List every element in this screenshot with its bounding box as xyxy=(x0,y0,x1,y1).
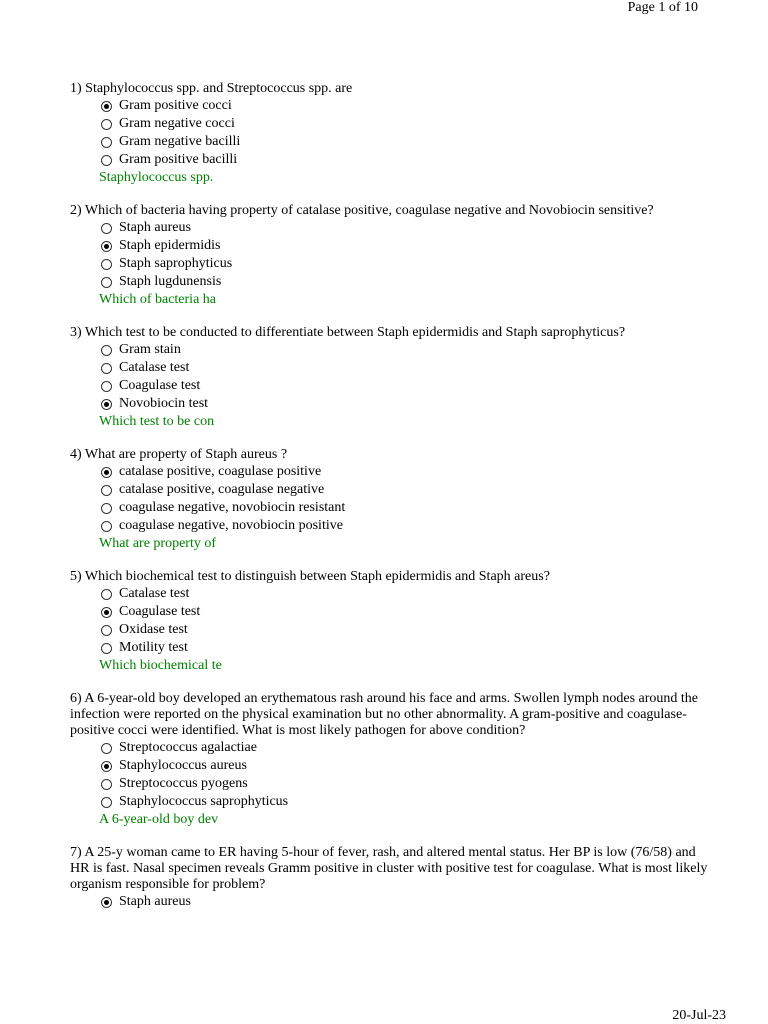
answer-feedback: Which of bacteria ha xyxy=(99,292,216,307)
answer-option[interactable] xyxy=(101,151,710,169)
question-text: 4) What are property of Staph aureus ? xyxy=(70,447,288,462)
radio-unselected-icon[interactable] xyxy=(101,119,112,130)
answer-options xyxy=(101,219,710,291)
question-block xyxy=(70,569,710,674)
answer-feedback: A 6-year-old boy dev xyxy=(99,812,219,827)
radio-unselected-icon[interactable] xyxy=(101,259,112,270)
answer-option-label: Staph aureus xyxy=(119,220,191,235)
answer-feedback: Which biochemical te xyxy=(99,658,222,673)
answer-option[interactable] xyxy=(101,395,710,413)
radio-selected-icon[interactable] xyxy=(101,241,112,252)
answer-option-label: Gram positive cocci xyxy=(119,98,232,113)
answer-option[interactable] xyxy=(101,517,710,535)
answer-option-label: Catalase test xyxy=(119,360,190,375)
answer-options xyxy=(101,463,710,535)
question-block xyxy=(70,845,710,911)
answer-option[interactable] xyxy=(101,359,710,377)
answer-feedback: Which test to be con xyxy=(99,414,215,429)
radio-unselected-icon[interactable] xyxy=(101,363,112,374)
answer-option[interactable] xyxy=(101,585,710,603)
answer-options xyxy=(101,585,710,657)
answer-option-label: Staph saprophyticus xyxy=(119,256,233,271)
answer-option[interactable] xyxy=(101,341,710,359)
answer-option[interactable] xyxy=(101,603,710,621)
answer-option-label: Staphylococcus aureus xyxy=(119,758,247,773)
answer-option[interactable] xyxy=(101,739,710,757)
radio-selected-icon[interactable] xyxy=(101,399,112,410)
footer-date: 20-Jul-23 xyxy=(672,1008,726,1023)
radio-selected-icon[interactable] xyxy=(101,467,112,478)
question-block xyxy=(70,81,710,186)
answer-option[interactable] xyxy=(101,481,710,499)
radio-selected-icon[interactable] xyxy=(101,607,112,618)
answer-option-label: Staph lugdunensis xyxy=(119,274,222,289)
answer-option-label: Novobiocin test xyxy=(119,396,209,411)
question-text: 1) Staphylococcus spp. and Streptococcus spp. are xyxy=(70,81,353,96)
answer-option[interactable] xyxy=(101,97,710,115)
question-text: 2) Which of bacteria having property of catalase positive, coagulase negative and Novobiocin sensitive? xyxy=(70,203,654,218)
radio-unselected-icon[interactable] xyxy=(101,503,112,514)
answer-option[interactable] xyxy=(101,775,710,793)
answer-option-label: Motility test xyxy=(119,640,188,655)
radio-unselected-icon[interactable] xyxy=(101,223,112,234)
answer-options xyxy=(101,739,710,811)
answer-option-label: coagulase negative, novobiocin positive xyxy=(119,518,343,533)
answer-option-label: Streptococcus pyogens xyxy=(119,776,248,791)
radio-unselected-icon[interactable] xyxy=(101,345,112,356)
answer-feedback: Staphylococcus spp. xyxy=(99,170,214,185)
answer-option[interactable] xyxy=(101,219,710,237)
radio-unselected-icon[interactable] xyxy=(101,589,112,600)
answer-option[interactable] xyxy=(101,463,710,481)
answer-option[interactable] xyxy=(101,757,710,775)
answer-option-label: Staph epidermidis xyxy=(119,238,221,253)
radio-unselected-icon[interactable] xyxy=(101,277,112,288)
radio-unselected-icon[interactable] xyxy=(101,155,112,166)
answer-option-label: Gram negative cocci xyxy=(119,116,235,131)
answer-option-label: Streptococcus agalactiae xyxy=(119,740,257,755)
answer-option[interactable] xyxy=(101,499,710,517)
radio-unselected-icon[interactable] xyxy=(101,381,112,392)
answer-option-label: Gram negative bacilli xyxy=(119,134,241,149)
answer-option-label: Gram stain xyxy=(119,342,181,357)
question-text: 5) Which biochemical test to distinguish between Staph epidermidis and Staph areus? xyxy=(70,569,550,584)
answer-option-label: Oxidase test xyxy=(119,622,188,637)
answer-option[interactable] xyxy=(101,133,710,151)
answer-options xyxy=(101,341,710,413)
answer-option[interactable] xyxy=(101,793,710,811)
answer-option[interactable] xyxy=(101,115,710,133)
radio-selected-icon[interactable] xyxy=(101,761,112,772)
question-block xyxy=(70,203,710,308)
answer-option-label: Coagulase test xyxy=(119,378,201,393)
answer-options xyxy=(101,97,710,169)
answer-option[interactable] xyxy=(101,237,710,255)
answer-option[interactable] xyxy=(101,255,710,273)
radio-unselected-icon[interactable] xyxy=(101,485,112,496)
answer-option[interactable] xyxy=(101,377,710,395)
radio-unselected-icon[interactable] xyxy=(101,625,112,636)
question-block xyxy=(70,691,710,828)
page-number: Page 1 of 10 xyxy=(627,0,698,15)
answer-option-label: Gram positive bacilli xyxy=(119,152,238,167)
answer-option[interactable] xyxy=(101,273,710,291)
question-block xyxy=(70,447,710,552)
answer-option-label: Catalase test xyxy=(119,586,190,601)
answer-option-label: catalase positive, coagulase negative xyxy=(119,482,325,497)
answer-option[interactable] xyxy=(101,639,710,657)
answer-option-label: Staph aureus xyxy=(119,894,191,909)
answer-option[interactable] xyxy=(101,621,710,639)
radio-unselected-icon[interactable] xyxy=(101,779,112,790)
answer-option-label: catalase positive, coagulase positive xyxy=(119,464,322,479)
question-text: 3) Which test to be conducted to differentiate between Staph epidermidis and Staph saprophyticus? xyxy=(70,325,626,340)
radio-unselected-icon[interactable] xyxy=(101,521,112,532)
radio-unselected-icon[interactable] xyxy=(101,743,112,754)
answer-option-label: Staphylococcus saprophyticus xyxy=(119,794,289,809)
answer-option[interactable] xyxy=(101,893,710,911)
radio-unselected-icon[interactable] xyxy=(101,643,112,654)
answer-option-label: Coagulase test xyxy=(119,604,201,619)
question-text: 7) A 25-y woman came to ER having 5-hour of fever, rash, and altered mental status. Her BP is low (76/58) and HR is fast. Nasal specimen reveals Gramm positive in cluster with positive test for coagulase. What is most likely organism responsible for problem? xyxy=(70,845,708,892)
question-block xyxy=(70,325,710,430)
answer-options xyxy=(101,893,710,911)
radio-unselected-icon[interactable] xyxy=(101,137,112,148)
radio-selected-icon[interactable] xyxy=(101,101,112,112)
answer-option-label: coagulase negative, novobiocin resistant xyxy=(119,500,346,515)
question-text: 6) A 6-year-old boy developed an erythematous rash around his face and arms. Swollen lymph nodes around the infection were reported on the physical examination but no other abnormality. A gram-positive and coagulase-positive cocci were identified. What is most likely pathogen for above condition? xyxy=(70,691,698,738)
question-list xyxy=(70,81,710,928)
radio-unselected-icon[interactable] xyxy=(101,797,112,808)
answer-feedback: What are property of xyxy=(99,536,216,551)
radio-selected-icon[interactable] xyxy=(101,897,112,908)
